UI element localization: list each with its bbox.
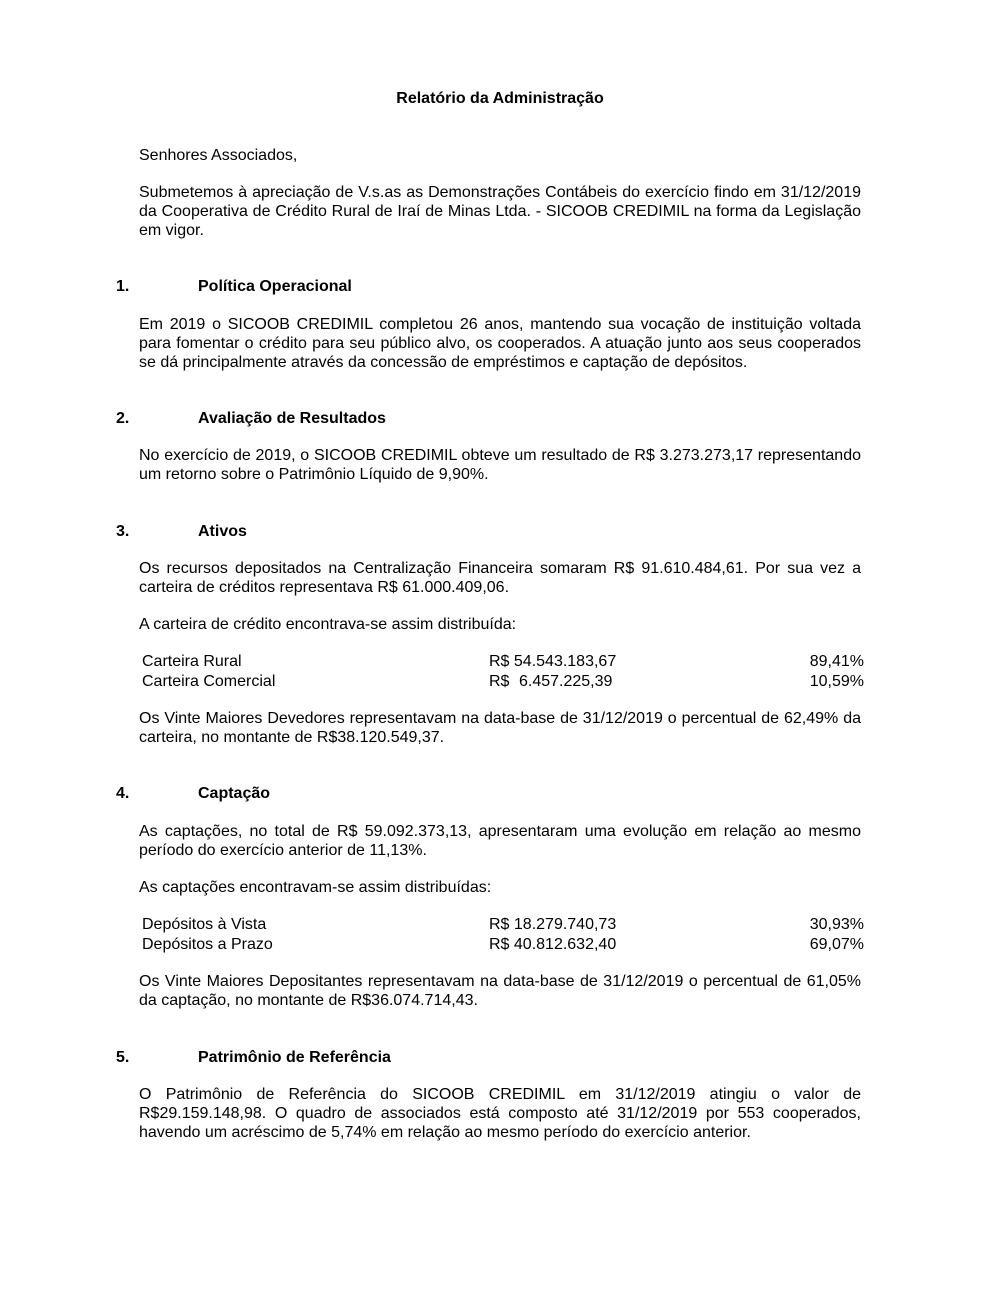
credit-distribution-table [142, 652, 864, 692]
table-row [142, 672, 864, 692]
row-label: Depósitos à Vista [142, 916, 267, 933]
row-label: Carteira Rural [142, 653, 242, 670]
intro-paragraph: Submetemos à apreciação de V.s.as as Demonstrações Contábeis do exercício findo em 31/12/2019 da Cooperativa de Crédito Rural de Iraí de Minas Ltda. - SICOOB CREDIMIL na forma da Legislação em vigor. [139, 184, 861, 239]
row-label: Depósitos a Prazo [142, 936, 273, 953]
row-amount: 6.457.225,39 [519, 673, 613, 690]
row-currency: R$ [489, 673, 510, 690]
row-amount: R$ 54.543.183,67 [489, 653, 617, 670]
table-row [142, 935, 864, 955]
section-3-paragraph-2: A carteira de crédito encontrava-se assim distribuída: [139, 616, 517, 633]
row-percent: 69,07% [809, 936, 864, 953]
section-3-heading [116, 522, 876, 541]
section-number: 3. [116, 523, 130, 540]
row-amount: R$ 40.812.632,40 [489, 936, 617, 953]
section-number: 4. [116, 785, 130, 802]
section-2-heading [116, 409, 876, 428]
section-4-paragraph-3: Os Vinte Maiores Depositantes representavam na data-base de 31/12/2019 o percentual de 61,05% da captação, no montante de R$36.074.714,43. [139, 973, 861, 1009]
section-4-heading [116, 784, 876, 803]
section-3-paragraph-3: Os Vinte Maiores Devedores representavam na data-base de 31/12/2019 o percentual de 62,49% da carteira, no montante de R$38.120.549,37. [139, 710, 861, 746]
row-label: Carteira Comercial [142, 673, 276, 690]
row-percent: 30,93% [809, 916, 864, 933]
table-row [142, 652, 864, 672]
deposits-distribution-table [142, 915, 864, 955]
section-title: Captação [198, 785, 271, 802]
row-percent: 89,41% [809, 653, 864, 670]
section-title: Avaliação de Resultados [198, 410, 386, 427]
section-title: Política Operacional [198, 278, 352, 295]
row-percent: 10,59% [809, 673, 864, 690]
section-2-paragraph: No exercício de 2019, o SICOOB CREDIMIL obteve um resultado de R$ 3.273.273,17 representando um retorno sobre o Patrimônio Líquido de 9,90%. [139, 447, 861, 483]
section-title: Ativos [198, 523, 247, 540]
section-number: 2. [116, 410, 130, 427]
section-number: 1. [116, 278, 130, 295]
section-number: 5. [116, 1049, 130, 1066]
salutation: Senhores Associados, [139, 147, 298, 164]
document-title: Relatório da Administração [396, 90, 604, 107]
section-3-paragraph-1: Os recursos depositados na Centralização Financeira somaram R$ 91.610.484,61. Por sua vez a carteira de créditos representava R$ 61.000.409,06. [139, 560, 861, 596]
section-4-paragraph-1: As captações, no total de R$ 59.092.373,13, apresentaram uma evolução em relação ao mesmo período do exercício anterior de 11,13%. [139, 823, 861, 859]
section-5-paragraph: O Patrimônio de Referência do SICOOB CREDIMIL em 31/12/2019 atingiu o valor de R$29.159.148,98. O quadro de associados está composto até 31/12/2019 por 553 cooperados, havendo um acréscimo de 5,74% em relação ao mesmo período do exercício anterior. [139, 1086, 861, 1141]
row-amount: R$ 18.279.740,73 [489, 916, 617, 933]
section-4-paragraph-2: As captações encontravam-se assim distribuídas: [139, 879, 492, 896]
section-5-heading [116, 1048, 876, 1067]
section-1-heading [116, 277, 876, 296]
section-1-paragraph: Em 2019 o SICOOB CREDIMIL completou 26 anos, mantendo sua vocação de instituição voltada para fomentar o crédito para seu público alvo, os cooperados. A atuação junto aos seus cooperados se dá principalmente através da concessão de empréstimos e captação de depósitos. [139, 316, 861, 371]
table-row [142, 915, 864, 935]
section-title: Patrimônio de Referência [198, 1049, 391, 1066]
